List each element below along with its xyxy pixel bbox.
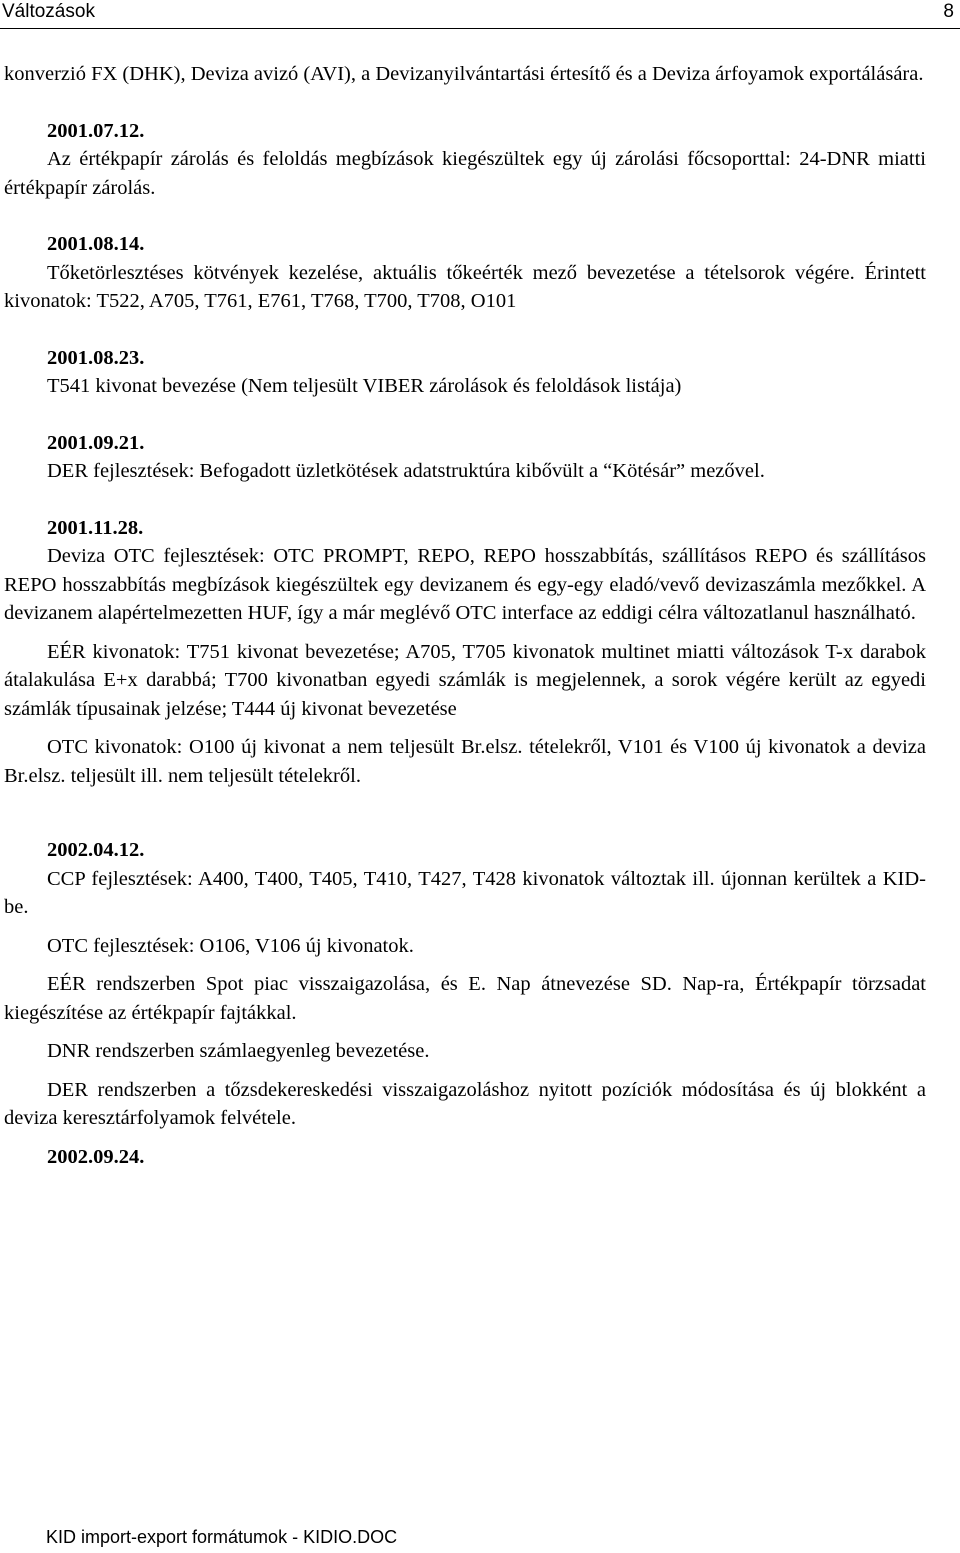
change-paragraph: CCP fejlesztések: A400, T400, T405, T410, T427, T428 kivonatok változtak ill. újonnan kerültek a KID-be. xyxy=(4,867,926,918)
header-title: Változások xyxy=(2,1,95,22)
date-heading: 2002.04.12. xyxy=(47,839,145,861)
header-divider xyxy=(0,28,960,29)
page-number: 8 xyxy=(943,1,954,22)
change-paragraph: EÉR kivonatok: T751 kivonat bevezetése; A705, T705 kivonatok multinet miatti változások T-x darabok átalakulása E+x darabbá; T700 kivonatban egyedi számlák is megjelennek, a sorok végére került az egyedi számlák típusainak jelzése; T444 új kivonat bevezetése xyxy=(4,640,926,720)
page-header xyxy=(0,0,960,30)
change-paragraph: DER fejlesztések: Befogadott üzletkötések adatstruktúra kibővült a “Kötésár” mezővel. xyxy=(47,460,765,482)
change-paragraph: Tőketörlesztéses kötvények kezelése, aktuális tőkeérték mező bevezetése a tételsorok végére. Érintett kivonatok: T522, A705, T761, E761, T768, T700, T708, O101 xyxy=(4,261,926,312)
change-paragraph: DNR rendszerben számlaegyenleg bevezetése. xyxy=(47,1040,430,1062)
change-paragraph: EÉR rendszerben Spot piac visszaigazolása, és E. Nap átnevezése SD. Nap-ra, Értékpapír törzsadat kiegészítése az értékpapír fajtákkal. xyxy=(4,973,926,1024)
document-body xyxy=(4,60,926,1171)
date-heading: 2002.09.24. xyxy=(47,1145,145,1168)
date-heading: 2001.09.21. xyxy=(47,431,145,454)
date-heading: 2001.08.14. xyxy=(47,233,145,255)
change-paragraph: OTC fejlesztések: O106, V106 új kivonatok. xyxy=(47,934,414,957)
change-paragraph: OTC kivonatok: O100 új kivonat a nem teljesült Br.elsz. tételekről, V101 és V100 új kivonatok a deviza Br.elsz. teljesült ill. nem teljesült tételekről. xyxy=(4,736,926,787)
change-paragraph: T541 kivonat bevezése (Nem teljesült VIBER zárolások és feloldások listája) xyxy=(47,375,682,397)
change-paragraph: Deviza OTC fejlesztések: OTC PROMPT, REPO, REPO hosszabbítás, szállításos REPO és szállításos REPO hosszabbítás megbízások kiegészültek egy devizanem és egy-egy eladó/vevő devizaszámla mezőkkel. A devizanem alapértelmezetten HUF, így a már meglévő OTC interface az eddigi célra változatlanul használható. xyxy=(4,545,926,624)
change-paragraph: DER rendszerben a tőzsdekereskedési visszaigazoláshoz nyitott pozíciók módosítása és új blokként a deviza keresztárfolyamok felvétele. xyxy=(4,1078,926,1129)
page-footer: KID import-export formátumok - KIDIO.DOC xyxy=(46,1527,398,1547)
date-heading: 2001.11.28. xyxy=(47,516,144,539)
date-heading: 2001.07.12. xyxy=(47,119,145,142)
change-paragraph: Az értékpapír zárolás és feloldás megbízások kiegészültek egy új zárolási főcsoporttal: 24-DNR miatti értékpapír zárolás. xyxy=(4,148,926,199)
date-heading: 2001.08.23. xyxy=(47,346,145,369)
intro-paragraph: konverzió FX (DHK), Deviza avizó (AVI), a Devizanyilvántartási értesítő és a Deviza árfoyamok exportálására. xyxy=(4,63,924,85)
